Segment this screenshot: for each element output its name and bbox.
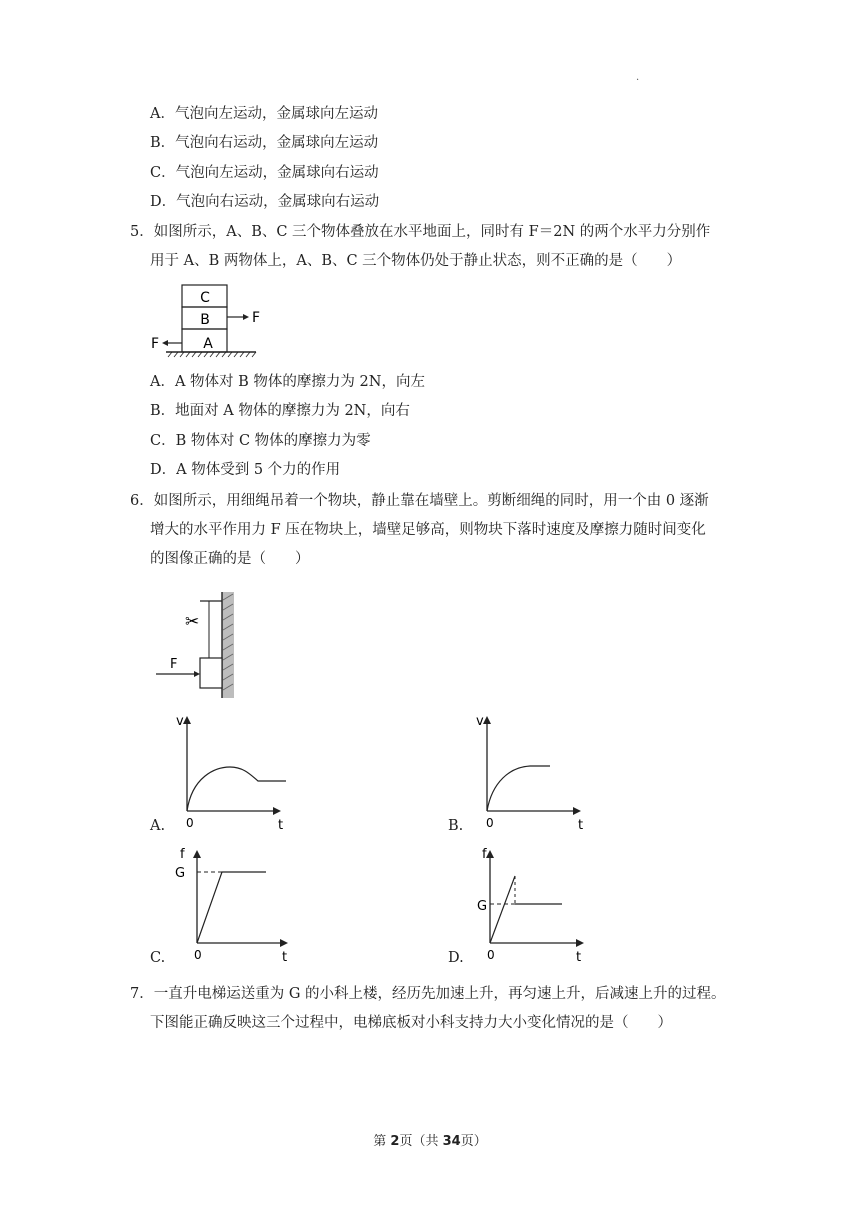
- graph-b-origin: 0: [486, 816, 494, 830]
- graph-c-level-label: G: [175, 866, 186, 881]
- q5-option-a: A．A 物体对 B 物体的摩擦力为 2N，向左: [150, 374, 425, 390]
- page-footer: [0, 1130, 860, 1149]
- graph-b-letter: B.: [448, 818, 464, 834]
- corner-mark: .: [636, 72, 640, 83]
- graph-d-x-label: t: [576, 950, 582, 965]
- graph-c: [170, 844, 290, 970]
- graph-b: [470, 712, 590, 838]
- graph-c-x-label: t: [282, 950, 288, 965]
- q5-option-b: B．地面对 A 物体的摩擦力为 2N，向右: [150, 403, 410, 419]
- q4-option-c: C．气泡向左运动，金属球向右运动: [150, 165, 379, 181]
- q5-stem-line2: 用于 A、B 两物体上，A、B、C 三个物体仍处于静止状态，则不正确的是（ ）: [150, 253, 682, 269]
- footer-total-pages: 34: [442, 1134, 461, 1149]
- force-label-right: F: [252, 310, 261, 326]
- graph-b-y-label: v: [476, 714, 484, 729]
- graph-c-curve: [197, 872, 266, 943]
- q6-stem-line3: 的图像正确的是（ ）: [150, 551, 310, 567]
- q4-option-a: A．气泡向左运动，金属球向左运动: [150, 106, 378, 122]
- footer-suffix: 页）: [460, 1134, 487, 1149]
- graph-d-rise: [490, 876, 515, 943]
- graph-d-letter: D.: [448, 950, 464, 966]
- q5-option-d: D．A 物体受到 5 个力的作用: [150, 462, 341, 478]
- ground-hatching: [168, 352, 256, 357]
- footer-page-number: 2: [390, 1134, 400, 1149]
- q5-option-c: C．B 物体对 C 物体的摩擦力为零: [150, 433, 371, 449]
- graph-d-y-label: f: [482, 847, 487, 862]
- graph-a-x-label: t: [278, 818, 284, 833]
- footer-prefix: 第: [373, 1134, 391, 1149]
- q5-figure: [150, 282, 265, 366]
- graph-a-curve: [187, 767, 286, 811]
- q6-stem-line2: 增大的水平作用力 F 压在物块上，墙壁足够高，则物块下落时速度及摩擦力随时间变化: [150, 522, 706, 538]
- q4-option-b: B．气泡向右运动，金属球向左运动: [150, 135, 379, 151]
- q6-figure: [150, 588, 240, 704]
- q6-stem-line1: 6．如图所示，用细绳吊着一个物块，静止靠在墙壁上。剪断细绳的同时，用一个由 0 逐渐: [130, 493, 709, 509]
- wall: [222, 592, 234, 698]
- q5-stem-line1: 5．如图所示，A、B、C 三个物体叠放在水平地面上，同时有 F＝2N 的两个水平力分别作: [130, 224, 711, 240]
- graph-a-letter: A.: [150, 818, 166, 834]
- graph-a-origin: 0: [186, 816, 194, 830]
- block-c-label: C: [200, 290, 210, 306]
- graph-a: [170, 712, 290, 838]
- graph-b-curve: [487, 766, 550, 811]
- q7-stem-line2: 下图能正确反映这三个过程中，电梯底板对小科支持力大小变化情况的是（ ）: [150, 1015, 672, 1031]
- graph-a-y-label: v: [176, 714, 184, 729]
- graph-d-origin: 0: [487, 948, 495, 962]
- block-b-label: B: [200, 312, 210, 328]
- footer-mid: 页（共: [399, 1134, 443, 1149]
- graph-c-origin: 0: [194, 948, 202, 962]
- graph-d-level-label: G: [477, 899, 488, 914]
- block: [200, 658, 222, 688]
- q7-stem-line1: 7．一直升电梯运送重为 G 的小科上楼，经历先加速上升，再匀速上升，后减速上升的过程。: [130, 986, 726, 1002]
- force-label: F: [170, 657, 178, 672]
- graph-c-y-label: f: [180, 847, 185, 862]
- graph-c-letter: C.: [150, 950, 166, 966]
- scissors-icon: ✂: [185, 612, 200, 632]
- force-label-left: F: [151, 336, 160, 352]
- block-a-label: A: [203, 336, 213, 352]
- graph-b-x-label: t: [578, 818, 584, 833]
- q4-option-d: D．气泡向右运动，金属球向右运动: [150, 194, 380, 210]
- graph-d: [470, 844, 590, 970]
